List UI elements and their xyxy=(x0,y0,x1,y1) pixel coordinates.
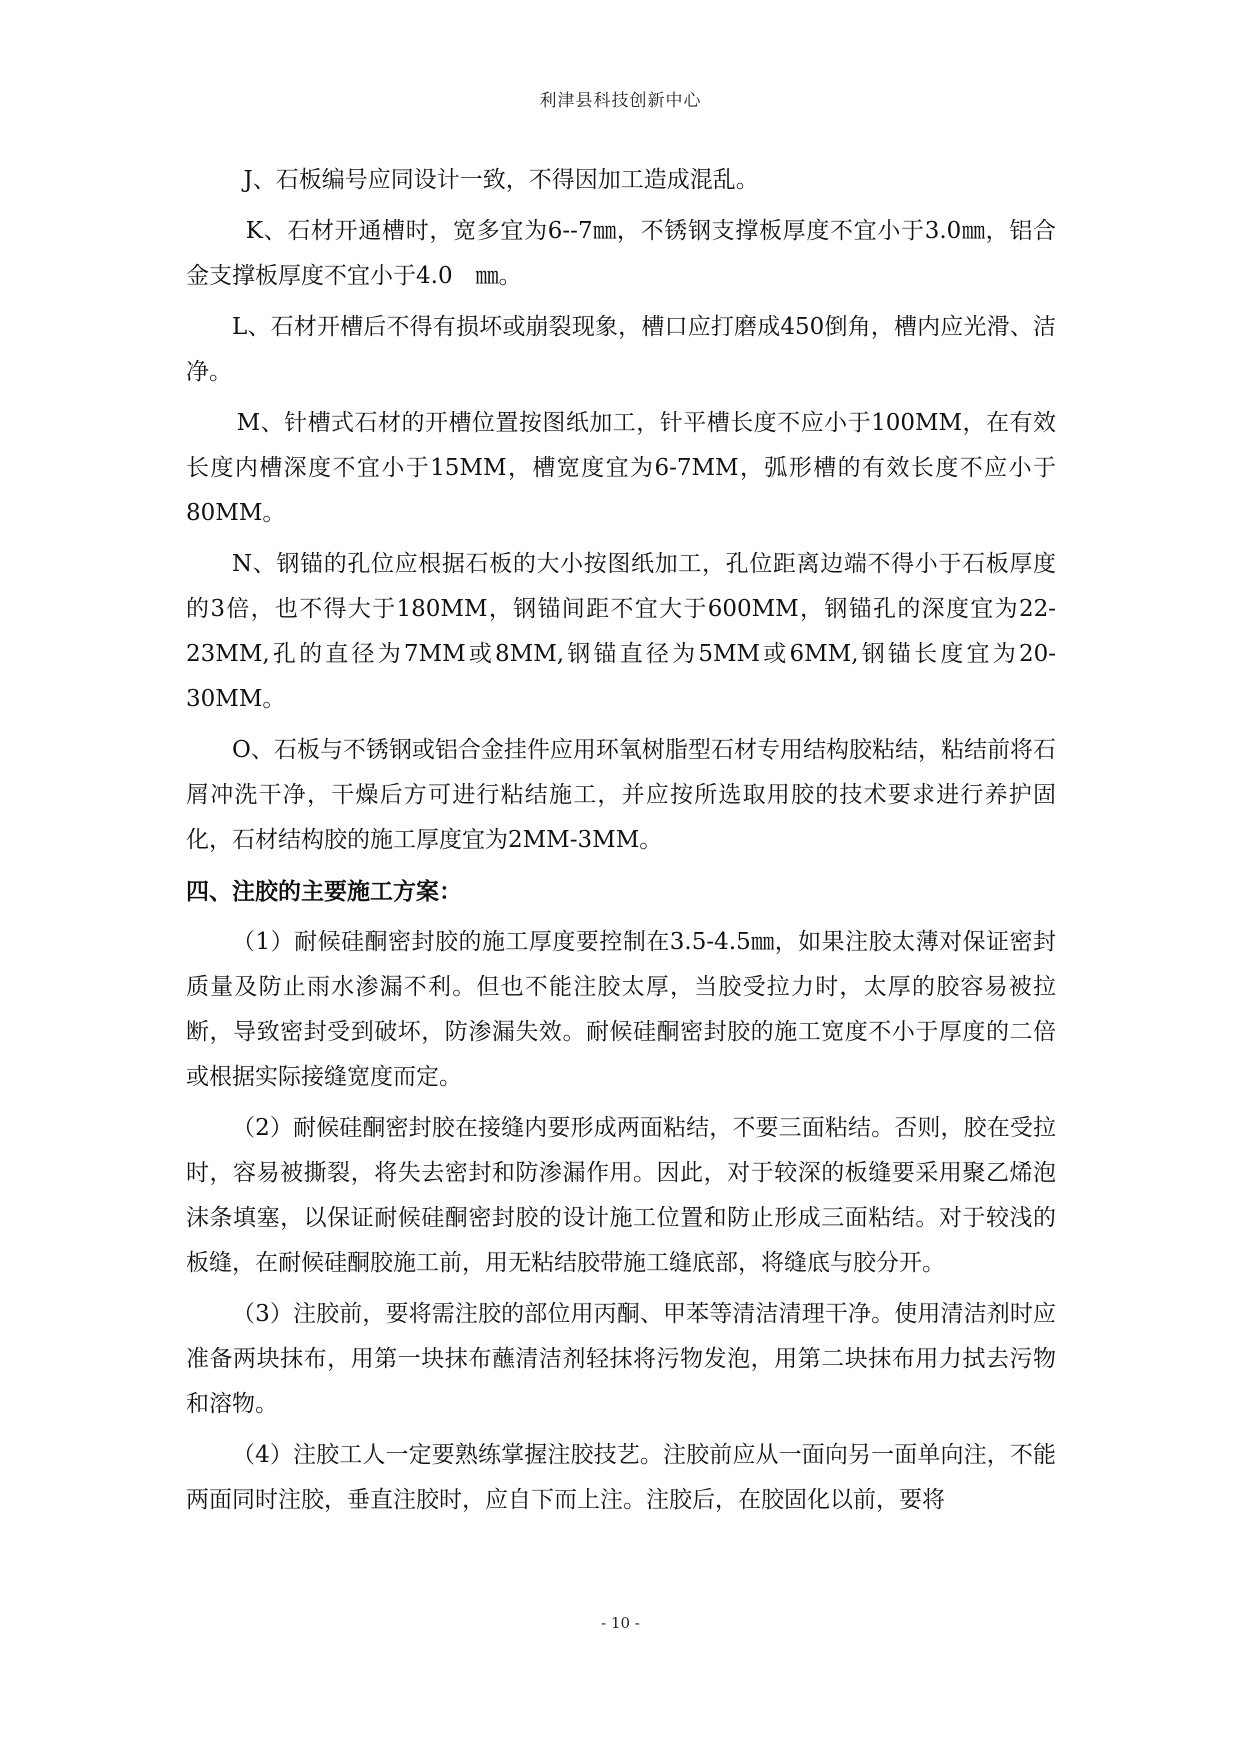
page-header: 利津县科技创新中心 xyxy=(539,91,702,111)
page-number: - 10 - xyxy=(601,1614,640,1632)
section-item-2: （2）耐候硅酮密封胶在接缝内要形成两面粘结，不要三面粘结。否则，胶在受拉时，容易被撕裂，将失去密封和防渗漏作用。因此，对于较深的板缝要采用聚乙烯泡沫条填塞，以保证耐候硅酮密封胶的设计施工位置和防止形成三面粘结。对于较浅的板缝，在耐候硅酮胶施工前，用无粘结胶带施工缝底部，将缝底与胶分开。 xyxy=(186,1115,1056,1276)
section-item-4: （4）注胶工人一定要熟练掌握注胶技艺。注胶前应从一面向另一面单向注，不能两面同时注胶，垂直注胶时，应自下而上注。注胶后，在胶固化以前，要将 xyxy=(186,1442,1056,1513)
section-heading: 四、注胶的主要施工方案： xyxy=(186,878,462,905)
section-item-3: （3）注胶前，要将需注胶的部位用丙酮、甲苯等清洁清理干净。使用清洁剂时应准备两块抹布，用第一块抹布蘸清洁剂轻抹将污物发泡，用第二块抹布用力拭去污物和溶物。 xyxy=(186,1301,1056,1417)
page-body xyxy=(186,158,1056,1529)
section-item-1: （1）耐候硅酮密封胶的施工厚度要控制在3.5-4.5㎜，如果注胶太薄对保证密封质量及防止雨水渗漏不利。但也不能注胶太厚，当胶受拉力时，太厚的胶容易被拉断，导致密封受到破坏，防渗漏失效。耐候硅酮密封胶的施工宽度不小于厚度的二倍或根据实际接缝宽度而定。 xyxy=(186,929,1056,1090)
paragraph-m: M、针槽式石材的开槽位置按图纸加工，针平槽长度不应小于100MM，在有效长度内槽深度不宜小于15MM，槽宽度宜为6-7MM，弧形槽的有效长度不应小于80MM。 xyxy=(186,410,1056,526)
paragraph-n: N、钢锚的孔位应根据石板的大小按图纸加工，孔位距离边端不得小于石板厚度的3倍，也不得大于180MM，钢锚间距不宜大于600MM，钢锚孔的深度宜为22-23MM,孔的直径为7MM或8MM,钢锚直径为5MM或6MM,钢锚长度宜为20-30MM。 xyxy=(186,551,1056,712)
paragraph-k: K、石材开通槽时，宽多宜为6--7㎜，不锈钢支撑板厚度不宜小于3.0㎜，铝合金支撑板厚度不宜小于4.0 ㎜。 xyxy=(186,218,1056,289)
paragraph-o: O、石板与不锈钢或铝合金挂件应用环氧树脂型石材专用结构胶粘结，粘结前将石屑冲洗干净，干燥后方可进行粘结施工，并应按所选取用胶的技术要求进行养护固化，石材结构胶的施工厚度宜为2MM-3MM。 xyxy=(186,737,1056,853)
paragraph-l: L、石材开槽后不得有损坏或崩裂现象，槽口应打磨成450倒角，槽内应光滑、洁净。 xyxy=(186,314,1056,385)
paragraph-j: J、石板编号应同设计一致，不得因加工造成混乱。 xyxy=(243,167,759,193)
